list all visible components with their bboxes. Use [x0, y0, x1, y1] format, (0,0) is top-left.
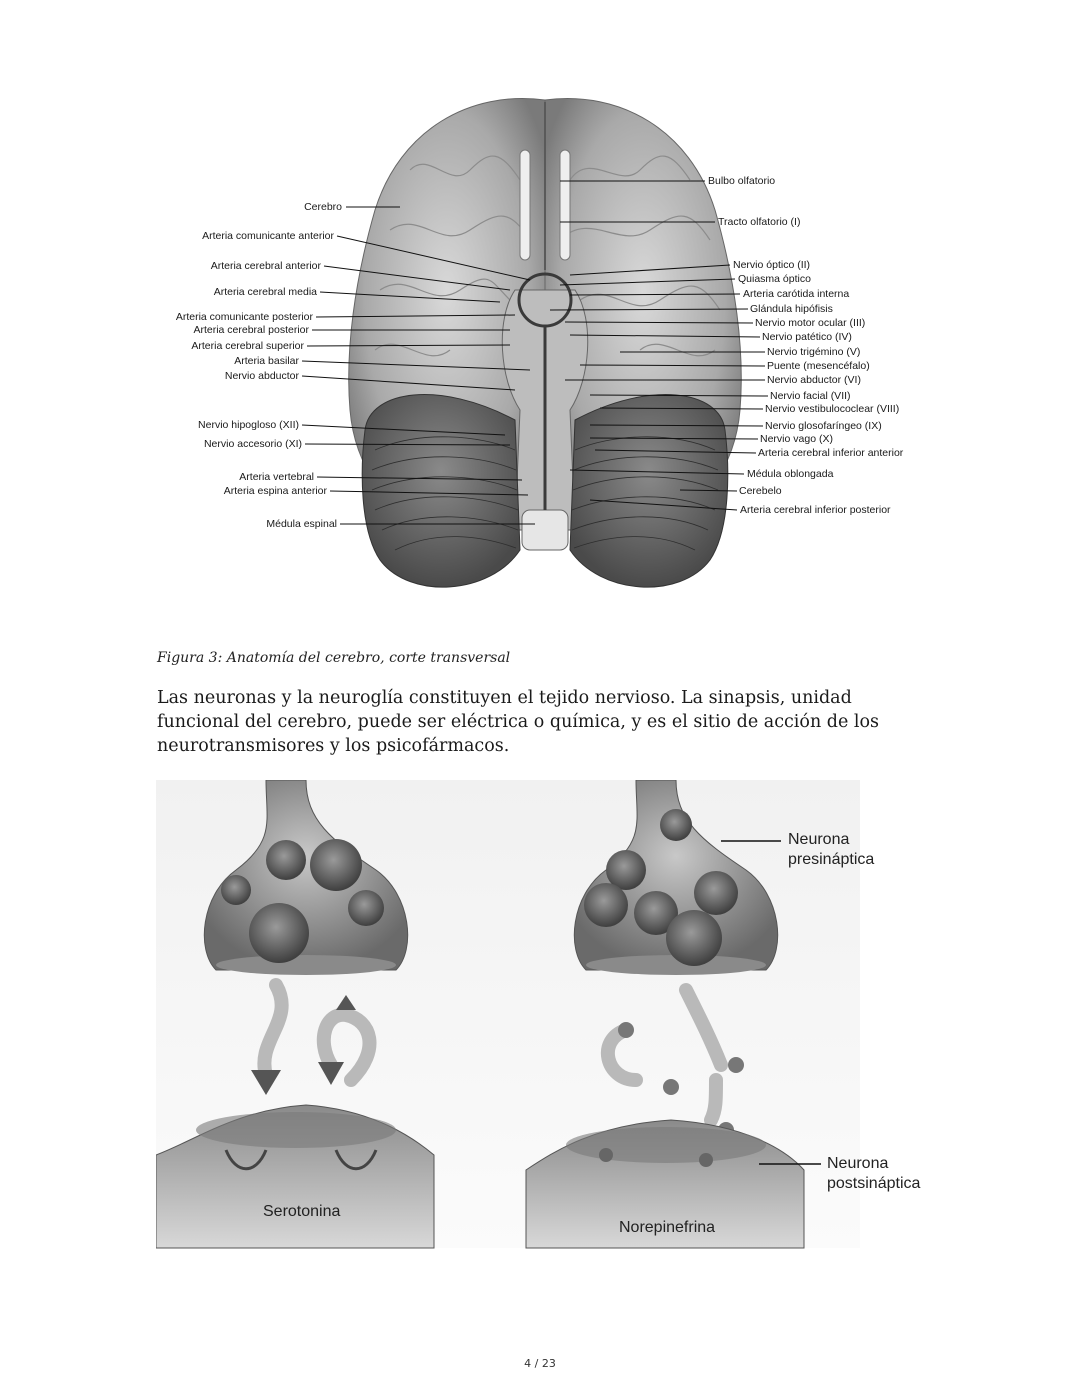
label-nervio-abductor-left: Nervio abductor	[224, 370, 299, 382]
label-nervio-accesorio: Nervio accesorio (XI)	[203, 438, 302, 450]
label-cerebro: Cerebro	[304, 201, 342, 213]
figure-caption: Figura 3: Anatomía del cerebro, corte transversal	[157, 650, 511, 666]
label-medula-oblongada: Médula oblongada	[747, 468, 834, 480]
label-serotonina: Serotonina	[263, 1203, 341, 1220]
label-nervio-glosofaringeo: Nervio glosofaríngeo (IX)	[765, 420, 882, 432]
label-quiasma-optico: Quiasma óptico	[738, 273, 811, 285]
label-bulbo-olfatorio: Bulbo olfatorio	[708, 175, 776, 187]
label-presinaptica-line2: presináptica	[788, 851, 875, 868]
label-arteria-espina-anterior: Arteria espina anterior	[223, 485, 327, 497]
label-arteria-cerebral-inferior-anterior: Arteria cerebral inferior anterior	[758, 447, 904, 459]
label-glandula-hipofisis: Glándula hipófisis	[750, 303, 833, 315]
label-medula-espinal: Médula espinal	[266, 518, 337, 530]
label-arteria-cerebral-inferior-posterior: Arteria cerebral inferior posterior	[740, 504, 891, 516]
label-nervio-patetico: Nervio patético (IV)	[762, 331, 852, 343]
label-nervio-facial: Nervio facial (VII)	[770, 390, 851, 402]
label-puente: Puente (mesencéfalo)	[767, 360, 870, 372]
label-arteria-comunicante-anterior: Arteria comunicante anterior	[202, 230, 334, 242]
label-nervio-trigemino: Nervio trigémino (V)	[767, 346, 861, 358]
label-postsinaptica-line2: postsináptica	[827, 1175, 921, 1192]
label-postsinaptica-line1: Neurona	[827, 1155, 889, 1172]
body-paragraph: Las neuronas y la neuroglía constituyen el tejido nervioso. La sinapsis, unidad funcional del cerebro, puede ser eléctrica o química, y es el sitio de acción de los neurotransmisores y los psicofármacos.	[157, 688, 880, 756]
label-arteria-cerebral-anterior: Arteria cerebral anterior	[210, 260, 321, 272]
label-arteria-cerebral-posterior: Arteria cerebral posterior	[193, 324, 309, 336]
brain-anatomy-figure	[150, 90, 930, 610]
label-arteria-basilar: Arteria basilar	[234, 355, 299, 367]
label-neurona-presinaptica	[788, 830, 874, 870]
label-cerebelo: Cerebelo	[739, 485, 782, 497]
label-arteria-comunicante-posterior: Arteria comunicante posterior	[175, 311, 313, 323]
label-nervio-motor-ocular: Nervio motor ocular (III)	[755, 317, 866, 329]
label-neurona-postsinaptica	[827, 1154, 920, 1194]
label-norepinefrina: Norepinefrina	[619, 1219, 716, 1236]
label-arteria-vertebral: Arteria vertebral	[239, 471, 314, 483]
label-nervio-abductor-right: Nervio abductor (VI)	[767, 374, 861, 386]
label-nervio-optico: Nervio óptico (II)	[733, 259, 811, 271]
label-tracto-olfatorio: Tracto olfatorio (I)	[718, 216, 801, 228]
label-nervio-hipogloso: Nervio hipogloso (XII)	[198, 419, 299, 431]
page-number: 4 / 23	[524, 1357, 556, 1370]
synapse-figure	[156, 780, 936, 1250]
label-arteria-cerebral-media: Arteria cerebral media	[213, 286, 317, 298]
label-arteria-carotida-interna: Arteria carótida interna	[743, 288, 850, 300]
label-nervio-vago: Nervio vago (X)	[760, 433, 833, 445]
label-nervio-vestibulococlear: Nervio vestibulococlear (VIII)	[765, 403, 900, 415]
label-arteria-cerebral-superior: Arteria cerebral superior	[191, 340, 304, 352]
label-presinaptica-line1: Neurona	[788, 831, 850, 848]
